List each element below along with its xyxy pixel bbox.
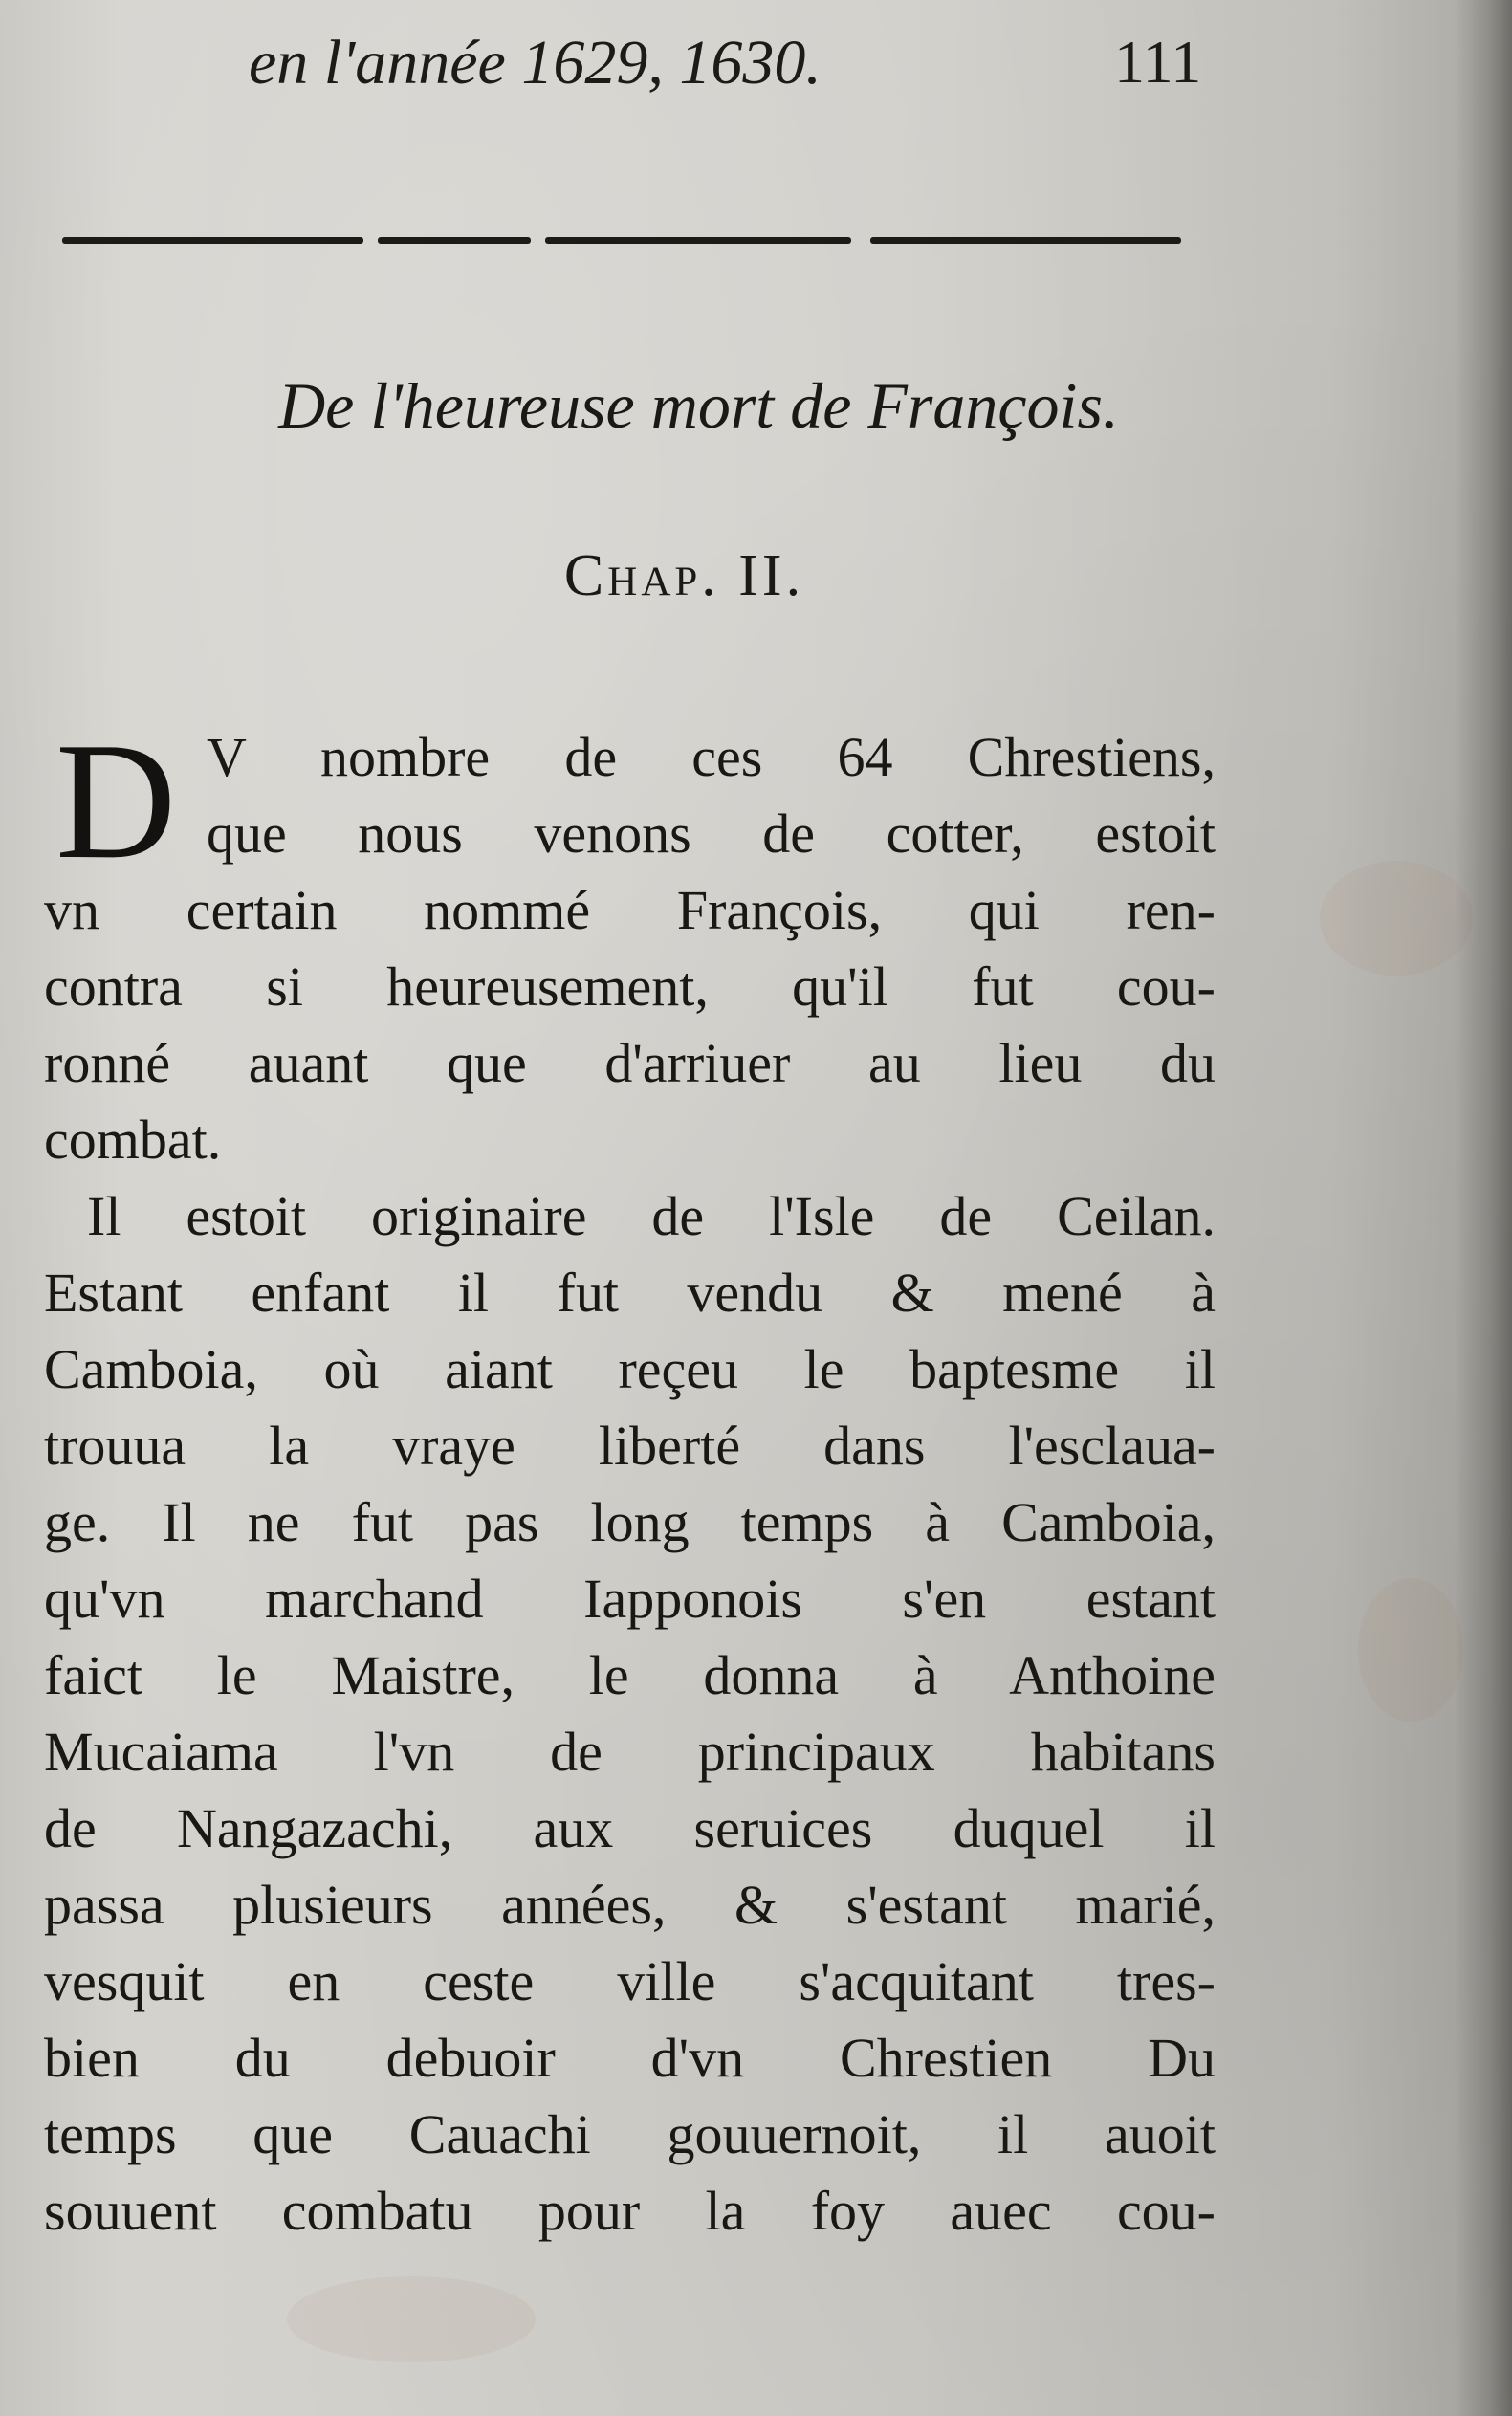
paper-stain xyxy=(1320,861,1473,976)
text-line: que nous venons de cotter, estoit xyxy=(207,802,1216,865)
text-line: Mucaiama l'vn de principaux habitans xyxy=(44,1721,1216,1783)
section-heading: De l'heureuse mort de François. xyxy=(278,369,1119,442)
header-rule xyxy=(62,234,1181,248)
text-line: bien du debuoir d'vn Chrestien Du xyxy=(44,2027,1216,2089)
text-line: ronné auant que d'arriuer au lieu du xyxy=(44,1032,1216,1094)
text-line: qu'vn marchand Iapponois s'en estant xyxy=(44,1568,1216,1630)
text-line: combat. xyxy=(44,1109,222,1171)
running-header xyxy=(239,27,1202,113)
text-line: ge. Il ne fut pas long temps à Camboia, xyxy=(44,1491,1216,1553)
text-line: de Nangazachi, aux seruices duquel il xyxy=(44,1797,1216,1859)
text-line: souuent combatu pour la foy auec cou- xyxy=(44,2180,1216,2242)
text-line: Camboia, où aiant reçeu le baptesme il xyxy=(44,1338,1216,1400)
text-line: faict le Maistre, le donna à Anthoine xyxy=(44,1644,1216,1706)
text-line: V nombre de ces 64 Chrestiens, xyxy=(207,726,1216,788)
rule-segment xyxy=(870,237,1181,244)
rule-segment xyxy=(62,237,363,244)
rule-segment xyxy=(545,237,851,244)
body-text xyxy=(44,708,1216,2307)
running-title: en l'année 1629, 1630. xyxy=(249,28,822,98)
text-line: temps que Cauachi gouuernoit, il auoit xyxy=(44,2103,1216,2165)
text-line: trouua la vraye liberté dans l'esclaua- xyxy=(44,1415,1216,1477)
chapter-label: Chap. II. xyxy=(563,543,805,608)
text-line: Estant enfant il fut vendu & mené à xyxy=(44,1262,1216,1324)
text-line: contra si heureusement, qu'il fut cou- xyxy=(44,955,1216,1018)
text-line: vesquit en ceste ville s'acquitant tres- xyxy=(44,1950,1216,2012)
text-line: vn certain nommé François, qui ren- xyxy=(44,879,1216,941)
rule-segment xyxy=(378,237,531,244)
page-number: 111 xyxy=(1114,28,1202,96)
drop-cap: D xyxy=(55,708,177,893)
page-gutter-shadow xyxy=(1455,0,1512,2416)
text-line: passa plusieurs années, & s'estant marié, xyxy=(44,1874,1216,1936)
paper-stain xyxy=(1358,1578,1463,1722)
text-line: Il estoit originaire de l'Isle de Ceilan. xyxy=(87,1185,1216,1247)
